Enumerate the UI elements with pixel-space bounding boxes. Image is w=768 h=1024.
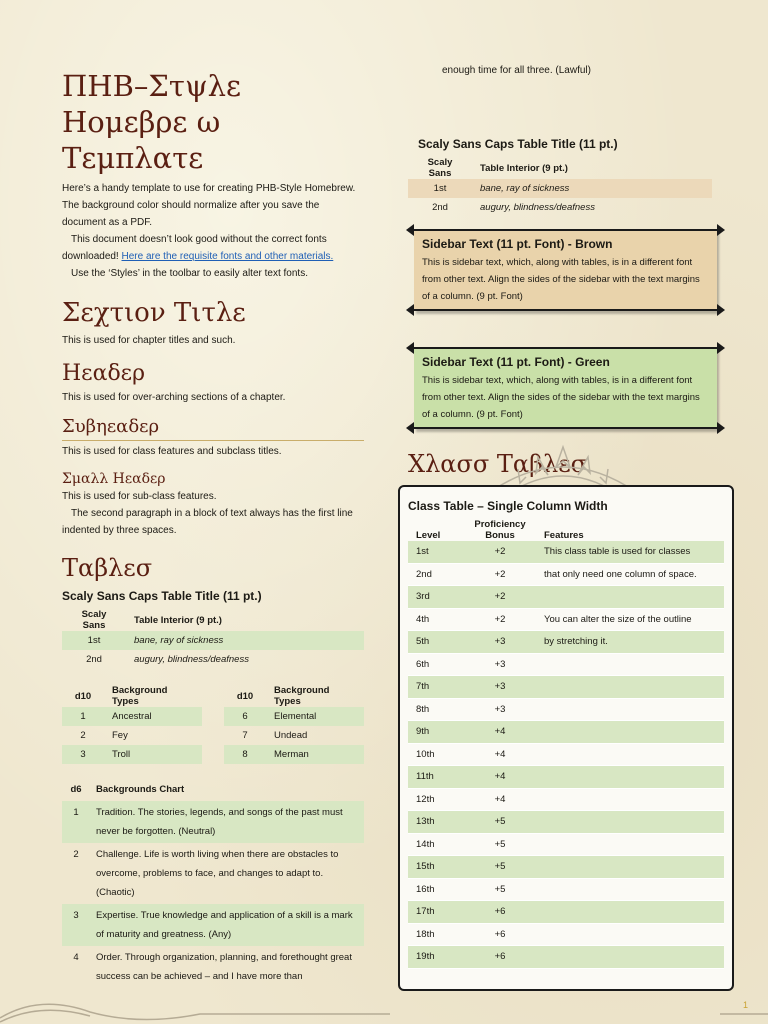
sidebar-brown-title: Sidebar Text (11 pt. Font) - Brown xyxy=(422,237,613,251)
table-cell: Order. Through organization, planning, and forethought great success can be achieved – and I have more than xyxy=(96,952,352,982)
sidebar-corner-ornament xyxy=(406,342,414,354)
table-row xyxy=(62,843,364,904)
sidebar-green xyxy=(414,347,717,429)
table-cell: 1 xyxy=(62,801,90,843)
class-table-row xyxy=(408,631,724,654)
sidebar-corner-ornament xyxy=(406,224,414,236)
class-table-cell-feature xyxy=(536,856,724,879)
background-types-table-right xyxy=(224,685,364,764)
class-table-cell-bonus: +5 xyxy=(464,878,536,901)
table-cell: 6 xyxy=(224,707,266,726)
table-row xyxy=(62,946,364,988)
table-cell: 1st xyxy=(408,179,472,198)
table-cell: Undead xyxy=(274,730,308,741)
class-table-row xyxy=(408,721,724,744)
page-border-flourish-icon xyxy=(0,984,768,1024)
class-table-title: Class Table – Single Column Width xyxy=(408,499,608,513)
table-cell: 2 xyxy=(73,849,79,860)
class-table-cell-level: 11th xyxy=(408,766,464,789)
class-table-cell-feature xyxy=(536,833,724,856)
class-table-cell-bonus: +4 xyxy=(464,721,536,744)
continuation-text: enough time for all three. (Lawful) xyxy=(442,65,591,76)
class-table-cell-level: 7th xyxy=(408,676,464,699)
class-table-cell-level: 15th xyxy=(408,856,464,879)
table-cell: bane, ray of sickness xyxy=(126,631,364,650)
background-types-table-left xyxy=(62,685,202,764)
class-table-cell-feature xyxy=(536,721,724,744)
page-number: 1 xyxy=(742,1000,748,1010)
table-row xyxy=(224,726,364,745)
column-header: Table Interior (9 pt.) xyxy=(480,162,568,174)
table-header-row xyxy=(62,778,364,801)
class-table-cell-bonus: +3 xyxy=(464,631,536,654)
class-table-cell-bonus: +6 xyxy=(464,923,536,946)
table-header-row xyxy=(408,519,724,541)
table-cell: Troll xyxy=(104,745,202,764)
class-table-cell-feature xyxy=(536,698,724,721)
intro-paragraph-3: Use the ‘Styles’ in the toolbar to easily alter text fonts. xyxy=(71,268,308,279)
spell-table xyxy=(62,609,364,669)
backgrounds-chart-table xyxy=(62,778,364,988)
class-table-cell-level: 3rd xyxy=(408,586,464,609)
class-table-cell-level: 16th xyxy=(408,878,464,901)
sidebar-corner-ornament xyxy=(406,422,414,434)
table-title: Scaly Sans Caps Table Title (11 pt.) xyxy=(62,589,262,603)
sidebar-corner-ornament xyxy=(717,422,725,434)
class-table-cell-bonus: +2 xyxy=(464,563,536,586)
class-table-row xyxy=(408,541,724,563)
class-table-cell-bonus: +4 xyxy=(464,788,536,811)
class-table-cell-level: 5th xyxy=(408,631,464,654)
class-table-cell-level: 14th xyxy=(408,833,464,856)
class-table-cell-bonus: +3 xyxy=(464,653,536,676)
class-table-cell-level: 6th xyxy=(408,653,464,676)
table-cell: 2nd xyxy=(86,654,102,665)
class-table-row xyxy=(408,878,724,901)
class-table-cell-feature xyxy=(536,766,724,789)
table-cell: augury, blindness/deafness xyxy=(480,202,595,213)
class-table-cell-bonus: +2 xyxy=(464,586,536,609)
class-table-row xyxy=(408,743,724,766)
table-row xyxy=(408,179,712,198)
right-column xyxy=(408,62,723,991)
tables-heading: Ταβλεσ xyxy=(62,554,153,582)
class-table-cell-level: 17th xyxy=(408,901,464,924)
sidebar-corner-ornament xyxy=(406,304,414,316)
section-title-heading: Σεχτιον Τιτλε xyxy=(62,298,246,328)
class-table-cell-feature: by stretching it. xyxy=(536,631,724,654)
class-table-cell-level: 18th xyxy=(408,923,464,946)
column-header: Scaly Sans xyxy=(427,157,453,179)
table-row xyxy=(62,801,364,843)
class-table xyxy=(408,519,724,969)
class-table-cell-level: 13th xyxy=(408,811,464,834)
table-cell: 7 xyxy=(242,730,248,741)
table-row xyxy=(408,198,712,217)
table-cell: 2 xyxy=(80,730,86,741)
class-table-cell-feature: You can alter the size of the outline xyxy=(536,608,724,631)
table-cell: bane, ray of sickness xyxy=(472,179,712,198)
class-table-cell-bonus: +3 xyxy=(464,698,536,721)
left-column xyxy=(62,68,364,988)
class-table-cell-level: 9th xyxy=(408,721,464,744)
sidebar-corner-ornament xyxy=(717,224,725,236)
class-table-cell-level: 4th xyxy=(408,608,464,631)
column-header: Table Interior (9 pt.) xyxy=(134,614,222,626)
table-row xyxy=(62,745,202,764)
table-header-row xyxy=(408,157,712,179)
proficiency-label: Proficiency xyxy=(474,519,526,530)
table-cell: Challenge. Life is worth living when there are obstacles to overcome, problems to face, and changes to adapt to. (Chaotic) xyxy=(96,849,339,898)
table-cell: 3 xyxy=(62,745,104,764)
class-table-cell-feature xyxy=(536,901,724,924)
document-title: ΠΗΒ–Στψλε Ηομεβρε ω Τεμπλατε xyxy=(62,69,242,175)
table-header-row xyxy=(62,609,364,631)
class-table-row xyxy=(408,766,724,789)
class-table-cell-bonus: +5 xyxy=(464,856,536,879)
class-table-row xyxy=(408,586,724,609)
class-table-cell-level: 19th xyxy=(408,946,464,969)
column-header: d10 xyxy=(236,690,254,702)
table-cell: Tradition. The stories, legends, and songs of the past must never be forgotten. (Neutral) xyxy=(90,801,364,843)
class-table-cell-feature xyxy=(536,811,724,834)
fonts-download-link[interactable]: Here are the requisite fonts and other materials. xyxy=(121,251,334,262)
table-header-row xyxy=(62,685,202,707)
class-table-cell-level: 10th xyxy=(408,743,464,766)
table-cell: 3 xyxy=(62,904,90,946)
table-row xyxy=(62,650,364,669)
class-table-row xyxy=(408,563,724,586)
small-header-heading: Σμαλλ Ηεαδερ xyxy=(62,471,166,487)
class-table-cell-level: 8th xyxy=(408,698,464,721)
right-spell-table xyxy=(408,157,712,217)
column-header: Background Types xyxy=(112,685,168,707)
column-header: Backgrounds Chart xyxy=(96,784,185,795)
class-table-row xyxy=(408,676,724,699)
table-cell: 8 xyxy=(224,745,266,764)
class-table-cell-bonus: +3 xyxy=(464,676,536,699)
table-cell: Elemental xyxy=(266,707,364,726)
table-cell: 1st xyxy=(62,631,126,650)
intro-paragraph-2 xyxy=(62,231,364,265)
class-table-cell-feature: that only need one column of space. xyxy=(536,563,724,586)
table-cell: 2nd xyxy=(432,202,448,213)
class-table-row xyxy=(408,901,724,924)
table-cell: 1 xyxy=(62,707,104,726)
class-table-cell-feature: This class table is used for classes xyxy=(536,541,724,563)
section-title-text: This is used for chapter titles and such. xyxy=(62,335,236,346)
class-table-cell-level: 2nd xyxy=(408,563,464,586)
table-row xyxy=(62,904,364,946)
column-header: d6 xyxy=(70,784,82,795)
column-header-proficiency xyxy=(464,519,536,541)
intro-paragraph-2-text: This document doesn’t look good without the correct fonts downloaded! xyxy=(62,234,327,262)
sidebar-green-title: Sidebar Text (11 pt. Font) - Green xyxy=(422,355,610,369)
intro-paragraph-1: Here’s a handy template to use for creating PHB-Style Homebrew. The background color should normalize after you save the document as a PDF. xyxy=(62,183,356,228)
column-header: d10 xyxy=(74,690,92,702)
class-table-cell-bonus: +2 xyxy=(464,541,536,563)
sidebar-green-body: This is sidebar text, which, along with tables, is in a different font from other text. Align the sides of the sidebar with the text margins of a column. (9 pt. Font) xyxy=(422,375,700,420)
subheader-heading: Συβηεαδερ xyxy=(62,416,364,441)
table-header-row xyxy=(224,685,364,707)
sidebar-corner-ornament xyxy=(717,304,725,316)
class-table-cell-bonus: +5 xyxy=(464,811,536,834)
column-header-level: Level xyxy=(416,530,441,541)
small-header-text-1: This is used for sub-class features. xyxy=(62,491,217,502)
table-row xyxy=(62,631,364,650)
class-table-cell-bonus: +5 xyxy=(464,833,536,856)
class-table-cell-bonus: +6 xyxy=(464,901,536,924)
table-cell: Merman xyxy=(266,745,364,764)
class-table-cell-feature xyxy=(536,923,724,946)
subheader-text: This is used for class features and subclass titles. xyxy=(62,446,282,457)
sidebar-corner-ornament xyxy=(717,342,725,354)
sidebar-brown xyxy=(414,229,717,311)
table-cell: Fey xyxy=(112,730,128,741)
table-cell: Ancestral xyxy=(104,707,202,726)
class-table-row xyxy=(408,856,724,879)
class-table-row xyxy=(408,698,724,721)
right-table-title: Scaly Sans Caps Table Title (11 pt.) xyxy=(418,137,618,151)
table-cell: augury, blindness/deafness xyxy=(134,654,249,665)
small-header-text-2: The second paragraph in a block of text always has the first line indented by three spaces. xyxy=(62,508,353,536)
header-text: This is used for over-arching sections of a chapter. xyxy=(62,392,286,403)
class-table-cell-level: 12th xyxy=(408,788,464,811)
class-table-cell-feature xyxy=(536,946,724,969)
class-table-cell-feature xyxy=(536,586,724,609)
table-row xyxy=(224,745,364,764)
class-table-cell-level: 1st xyxy=(408,541,464,563)
class-table-cell-feature xyxy=(536,878,724,901)
column-header: Scaly Sans xyxy=(81,609,107,631)
class-table-row xyxy=(408,811,724,834)
class-table-row xyxy=(408,923,724,946)
table-row xyxy=(224,707,364,726)
class-table-cell-feature xyxy=(536,788,724,811)
class-table-cell-feature xyxy=(536,743,724,766)
sidebar-brown-body: This is sidebar text, which, along with tables, is in a different font from other text. Align the sides of the sidebar with the text margins of a column. (9 pt. Font) xyxy=(422,257,700,302)
column-header: Background Types xyxy=(274,685,330,707)
class-table-row xyxy=(408,833,724,856)
column-header-features: Features xyxy=(544,530,584,541)
class-table-frame xyxy=(408,485,723,991)
class-table-box xyxy=(398,485,734,991)
class-table-row xyxy=(408,608,724,631)
class-tables-heading: Χλασσ Ταβλεσ xyxy=(408,450,588,478)
class-table-row xyxy=(408,946,724,969)
bonus-label: Bonus xyxy=(485,530,515,541)
class-table-cell-bonus: +4 xyxy=(464,743,536,766)
class-table-row xyxy=(408,788,724,811)
class-table-cell-bonus: +6 xyxy=(464,946,536,969)
table-row xyxy=(62,707,202,726)
class-table-cell-bonus: +2 xyxy=(464,608,536,631)
table-cell: 4 xyxy=(73,952,79,963)
class-table-cell-feature xyxy=(536,653,724,676)
header-heading: Ηεαδερ xyxy=(62,361,146,386)
background-types-tables xyxy=(62,685,364,764)
class-table-row xyxy=(408,653,724,676)
table-cell: Expertise. True knowledge and application of a skill is a mark of maturity and greatness. (Any) xyxy=(90,904,364,946)
class-table-cell-bonus: +4 xyxy=(464,766,536,789)
class-table-cell-feature xyxy=(536,676,724,699)
table-row xyxy=(62,726,202,745)
class-table-body xyxy=(408,541,724,968)
